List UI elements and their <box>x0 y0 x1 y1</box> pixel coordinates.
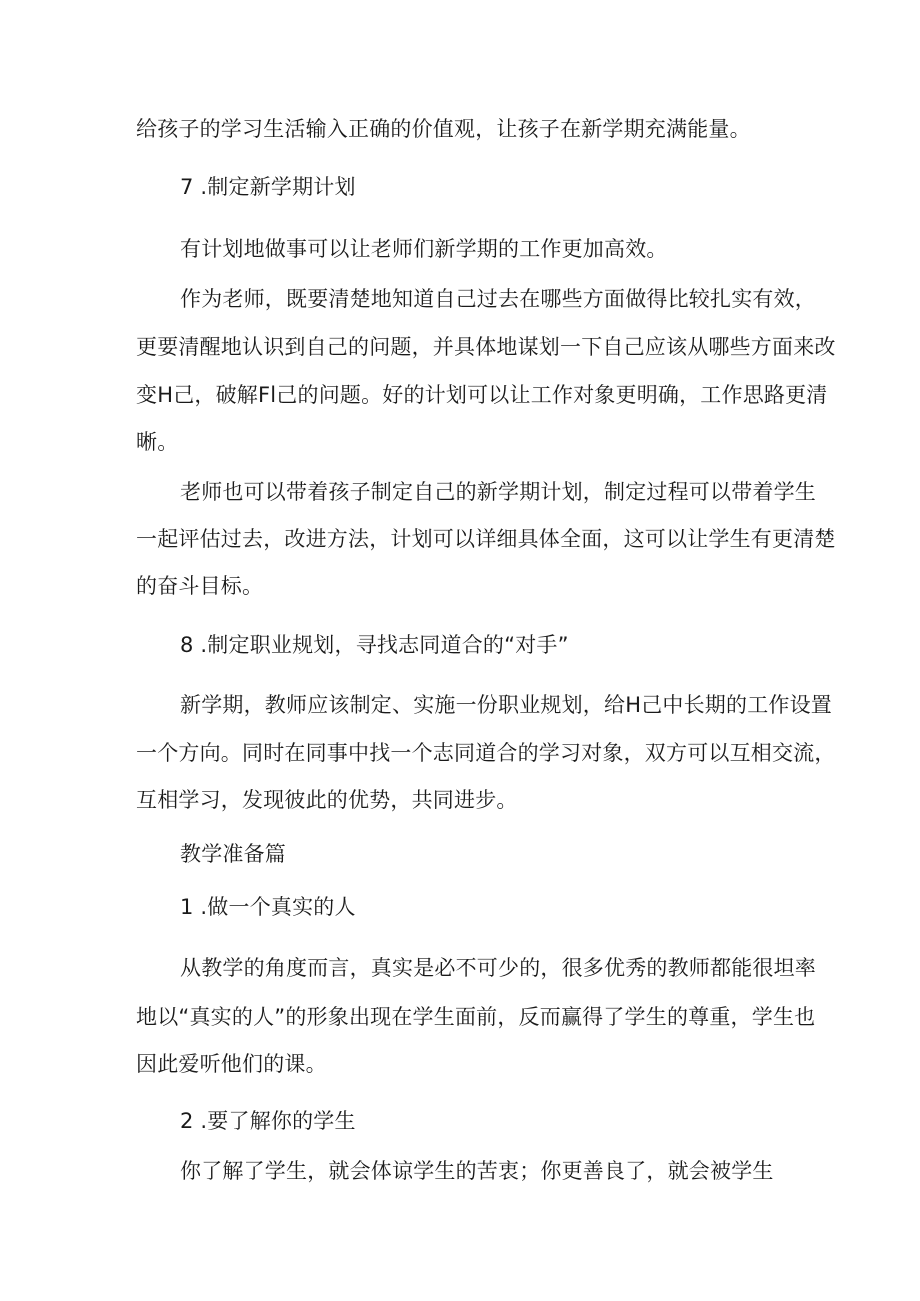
paragraph-line: 你了解了学生，就会体谅学生的苦衷；你更善良了，就会被学生 <box>180 1159 774 1183</box>
section-heading: 教学准备篇 <box>180 842 286 866</box>
paragraph-line: 一个方向。同时在同事中找一个志同道合的学习对象，双方可以互相交流， <box>136 741 836 765</box>
paragraph-line: 变H己，破解Fl己的问题。好的计划可以让工作对象更明确，工作思路更清 <box>136 383 828 407</box>
section-heading: 1 .做一个真实的人 <box>180 895 356 919</box>
paragraph-line: 因此爱听他们的课。 <box>136 1052 327 1076</box>
paragraph-line: 老师也可以带着孩子制定自己的新学期计划，制定过程可以带着学生 <box>180 480 816 504</box>
paragraph-line: 从教学的角度而言，真实是必不可少的，很多优秀的教师都能很坦率 <box>180 956 816 980</box>
paragraph-line: 晰。 <box>136 430 179 454</box>
paragraph-line: 一起评估过去，改进方法，计划可以详细具体全面，这可以让学生有更清楚 <box>136 527 836 551</box>
section-heading: 8 .制定职业规划，寻找志同道合的“对手” <box>180 633 569 657</box>
paragraph-line: 新学期，教师应该制定、实施一份职业规划，给H己中长期的工作设置 <box>180 693 832 717</box>
paragraph-line: 更要清醒地认识到自己的问题，并具体地谋划一下自己应该从哪些方面来改 <box>136 335 836 359</box>
paragraph-line: 的奋斗目标。 <box>136 574 264 598</box>
section-heading: 7 .制定新学期计划 <box>180 175 356 199</box>
paragraph-line: 互相学习，发现彼此的优势，共同进步。 <box>136 788 518 812</box>
paragraph-line: 作为老师，既要清楚地知道自己过去在哪些方面做得比较扎实有效， <box>180 287 816 311</box>
section-heading: 2 .要了解你的学生 <box>180 1109 356 1133</box>
paragraph-line: 给孩子的学习生活输入正确的价值观，让孩子在新学期充满能量。 <box>136 117 751 141</box>
paragraph-line: 地以“真实的人”的形象出现在学生面前，反而赢得了学生的尊重，学生也 <box>136 1005 816 1029</box>
paragraph-line: 有计划地做事可以让老师们新学期的工作更加高效。 <box>180 237 668 261</box>
